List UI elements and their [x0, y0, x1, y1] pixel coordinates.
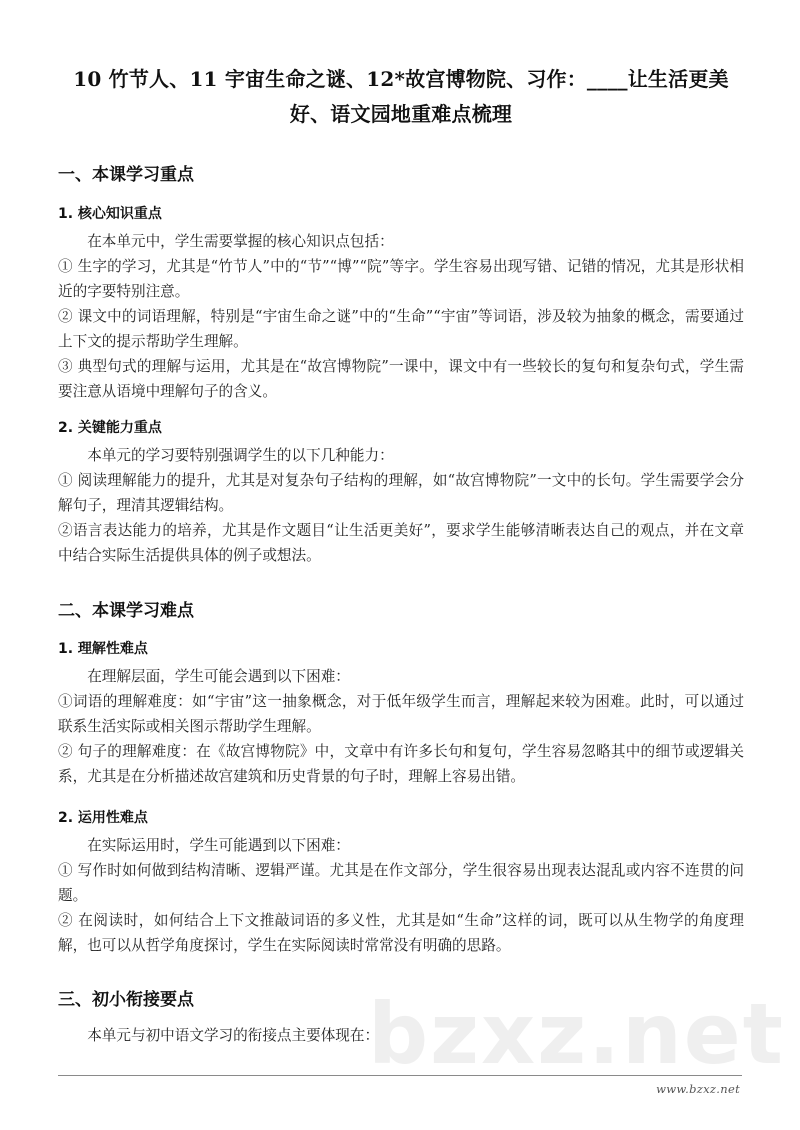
- application-item-1: ① 写作时如何做到结构清晰、逻辑严谨。尤其是在作文部分，学生很容易出现表达混乱或内容不连贯的问题。: [58, 862, 744, 904]
- application-body: [58, 833, 744, 958]
- core-knowledge-intro: 在本单元中，学生需要掌握的核心知识点包括：: [87, 233, 394, 250]
- core-knowledge-body: [58, 229, 744, 404]
- application-item-2: ② 在阅读时，如何结合上下文推敲词语的多义性，尤其是如“生命”这样的词，既可以从生物学的角度理解，也可以从哲学角度探讨，学生在实际阅读时常常没有明确的思路。: [58, 912, 744, 954]
- comprehension-intro: 在理解层面，学生可能会遇到以下困难：: [87, 668, 350, 685]
- section-heading-key-points: 一、本课学习重点: [58, 165, 194, 185]
- application-intro: 在实际运用时，学生可能遇到以下困难：: [87, 837, 350, 854]
- document-title: 10 竹节人、11 宇宙生命之谜、12*故宫博物院、习作：____让生活更美好、语文园地重难点梳理: [73, 67, 729, 126]
- section-heading-difficulties: 二、本课学习难点: [58, 601, 194, 621]
- key-abilities-intro: 本单元的学习要特别强调学生的以下几种能力：: [87, 447, 394, 464]
- core-knowledge-item-3: ③ 典型句式的理解与运用，尤其是在“故宫博物院”一课中，课文中有一些较长的复句和复杂句式，学生需要注意从语境中理解句子的含义。: [58, 358, 744, 400]
- key-abilities-body: [58, 443, 744, 568]
- subsection-heading-key-abilities: 2. 关键能力重点: [58, 420, 162, 436]
- subsection-heading-application: 2. 运用性难点: [58, 810, 148, 826]
- comprehension-item-2: ② 句子的理解难度：在《故宫博物院》中，文章中有许多长句和复句，学生容易忽略其中的细节或逻辑关系，尤其是在分析描述故宫建筑和历史背景的句子时，理解上容易出错。: [58, 743, 744, 785]
- core-knowledge-item-2: ② 课文中的词语理解，特别是“宇宙生命之谜”中的“生命”“宇宙”等词语，涉及较为抽象的概念，需要通过上下文的提示帮助学生理解。: [58, 308, 744, 350]
- comprehension-body: [58, 664, 744, 789]
- core-knowledge-item-1: ① 生字的学习，尤其是“竹节人”中的“节”“博”“院”等字。学生容易出现写错、记错的情况，尤其是形状相近的字要特别注意。: [58, 258, 744, 300]
- subsection-heading-core-knowledge: 1. 核心知识重点: [58, 206, 162, 222]
- subsection-heading-comprehension: 1. 理解性难点: [58, 641, 148, 657]
- key-abilities-item-1: ① 阅读理解能力的提升，尤其是对复杂句子结构的理解，如“故宫博物院”一文中的长句。学生需要学会分解句子，理清其逻辑结构。: [58, 472, 744, 514]
- transition-body: [58, 1023, 744, 1048]
- section-heading-transition: 三、初小衔接要点: [58, 990, 194, 1010]
- watermark: bzxz.net: [368, 985, 785, 1083]
- key-abilities-item-2: ②语言表达能力的培养，尤其是作文题目“让生活更美好”，要求学生能够清晰表达自己的观点，并在文章中结合实际生活提供具体的例子或想法。: [58, 522, 744, 564]
- footer-url: www.bzxz.net: [656, 1082, 740, 1096]
- transition-intro: 本单元与初中语文学习的衔接点主要体现在：: [87, 1027, 380, 1044]
- footer-divider: [58, 1075, 742, 1076]
- comprehension-item-1: ①词语的理解难度：如“宇宙”这一抽象概念，对于低年级学生而言，理解起来较为困难。此时，可以通过联系生活实际或相关图示帮助学生理解。: [58, 693, 744, 735]
